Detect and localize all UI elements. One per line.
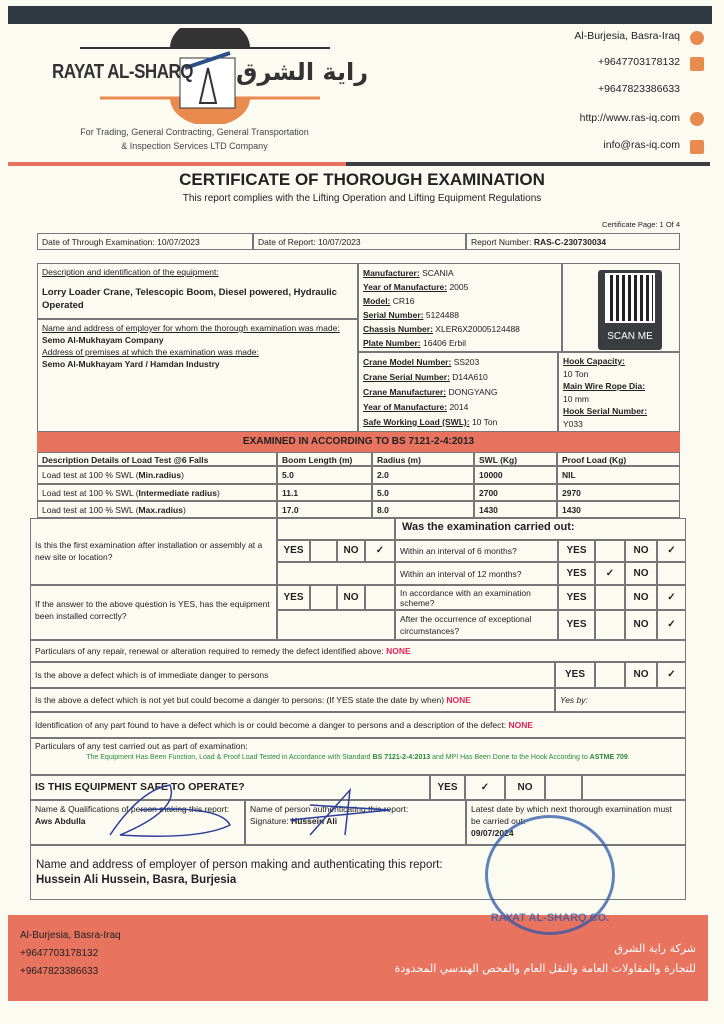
report-date: Date of Report: 10/07/2023 xyxy=(253,233,466,250)
exam-date: Date of Through Examination: 10/07/2023 xyxy=(37,233,253,250)
check-mark-icon: ✓ xyxy=(657,662,686,688)
check-mark-icon: ✓ xyxy=(595,562,625,585)
check-mark-icon: ✓ xyxy=(365,540,395,562)
yes-option: YES xyxy=(558,585,595,610)
no-option: NO xyxy=(625,585,657,610)
qr-code[interactable] xyxy=(598,270,662,350)
table-cell: 5.0 xyxy=(372,484,474,501)
test-particulars: Particulars of any test carried out as part of examination: The Equipment Has Been Function, Load & Proof Load Tested in Accordance with Standard BS 7121-2-4:2013 and MPI Has Been Done to the Hook According to ASTME 709. xyxy=(30,738,686,775)
no-option: NO xyxy=(625,540,657,562)
answer-box xyxy=(657,562,686,585)
carried-out-title: Was the examination carried out: xyxy=(395,518,686,540)
page-subtitle: This report complies with the Lifting Operation and Lifting Equipment Regulations xyxy=(182,193,542,204)
table-header-cell: Proof Load (Kg) xyxy=(557,452,680,466)
table-cell: NIL xyxy=(557,466,680,484)
contact-phone-2: +9647823386633 xyxy=(597,83,680,95)
question-installed-correctly: If the answer to the above question is YES, has the equipment been installed correctly? xyxy=(30,585,277,640)
table-header-cell: Description Details of Load Test @6 Falls xyxy=(37,452,277,466)
company-stamp: RAYAT AL-SHARQ CO. xyxy=(485,815,615,935)
tagline-line: For Trading, General Contracting, General Transportation xyxy=(80,127,309,137)
potential-danger: Is the above a defect which is not yet but could become a danger to persons: (If YES state the date by when) NONE xyxy=(30,688,555,712)
divider-dark xyxy=(346,162,710,166)
check-mark-icon: ✓ xyxy=(657,540,686,562)
crane-details: Crane Model Number: SS203 Crane Serial Number: D14A610 Crane Manufacturer: DONGYANG Year of Manufacture: 2014 Safe Working Load (SWL): 10 Ton xyxy=(358,352,558,432)
certificate-page: Certificate Page: 1 Of 4 xyxy=(602,220,680,229)
answer-box xyxy=(365,585,395,610)
table-header-cell: Radius (m) xyxy=(372,452,474,466)
table-cell: 10000 xyxy=(474,466,557,484)
no-option: NO xyxy=(505,775,545,800)
no-option: NO xyxy=(625,610,657,640)
table-cell: 5.0 xyxy=(277,466,372,484)
contact-website[interactable]: http://www.ras-iq.com xyxy=(579,112,680,124)
carried-scheme: In accordance with an examination scheme? xyxy=(395,585,558,610)
employer-details: Name and address of employer for whom the thorough examination was made: Semo Al-Mukhayam Company Address of premises at which the examination was made: Semo Al-Mukhayam Yard / Hamdan Industry xyxy=(37,319,358,432)
table-cell: 2970 xyxy=(557,484,680,501)
question-first-exam: Is this the first examination after installation or assembly at a new site or location? xyxy=(30,518,277,585)
no-option: NO xyxy=(337,585,365,610)
answer-box xyxy=(595,610,625,640)
equipment-description: Description and identification of the equipment: Lorry Loader Crane, Telescopic Boom, Diesel powered, Hydraulic Operated xyxy=(37,263,358,319)
footer-arabic: شركة راية الشرق للتجارة والمقاولات العامة والنقل العام والفحص الهندسي المحدودة xyxy=(394,942,696,975)
report-maker: Name & Qualifications of person making this report: Aws Abdulla xyxy=(30,800,245,845)
immediate-danger: Is the above a defect which is of immediate danger to persons xyxy=(30,662,555,688)
answer-box xyxy=(545,775,582,800)
logo-arabic: راية الشرق xyxy=(236,58,369,86)
table-row-description: Load test at 100 % SWL (Intermediate radius) xyxy=(37,484,277,501)
no-option: NO xyxy=(625,562,657,585)
answer-box xyxy=(595,662,625,688)
divider-orange xyxy=(8,162,346,166)
yes-option: YES xyxy=(558,540,595,562)
table-cell: 8.0 xyxy=(372,501,474,518)
phone-icon xyxy=(690,57,704,71)
contact-phone: +9647703178132 xyxy=(597,56,680,68)
globe-icon xyxy=(690,112,704,126)
footer xyxy=(8,915,708,1001)
blank-cell xyxy=(277,610,395,640)
report-authenticator: Name of person authenticating this report: Signature: Hussein Ali xyxy=(245,800,466,845)
contact-address: Al-Burjesia, Basra-Iraq xyxy=(574,30,680,42)
table-cell: 1430 xyxy=(557,501,680,518)
table-cell: 11.1 xyxy=(277,484,372,501)
no-option: NO xyxy=(625,662,657,688)
table-cell: 2700 xyxy=(474,484,557,501)
test-description: The Equipment Has Been Function, Load & Proof Load Tested in Accordance with Standard BS 7121-2-4:2013 and MPI Has Been Done to the Hook According to ASTME 709. xyxy=(86,754,630,761)
table-header-cell: SWL (Kg) xyxy=(474,452,557,466)
scan-me-label: SCAN ME xyxy=(607,331,653,342)
table-row-description: Load test at 100 % SWL (Min.radius) xyxy=(37,466,277,484)
safe-to-operate-label: IS THIS EQUIPMENT SAFE TO OPERATE? xyxy=(30,775,430,800)
carried-6-months: Within an interval of 6 months? xyxy=(395,540,558,562)
table-cell: 17.0 xyxy=(277,501,372,518)
company-tagline xyxy=(52,125,337,153)
mail-icon xyxy=(690,140,704,154)
answer-box xyxy=(310,540,337,562)
answer-box xyxy=(595,585,625,610)
defect-identification: Identification of any part found to have a defect which is or could become a danger to persons and a description of the defect: NONE xyxy=(30,712,686,738)
blank-cell xyxy=(277,518,395,540)
page-title: CERTIFICATE OF THOROUGH EXAMINATION xyxy=(179,170,545,189)
signature-image xyxy=(80,780,420,840)
standard-banner: EXAMINED IN ACCORDING TO BS 7121-2-4:2013 xyxy=(37,432,680,452)
check-mark-icon: ✓ xyxy=(657,585,686,610)
yes-option: YES xyxy=(277,540,310,562)
check-mark-icon: ✓ xyxy=(465,775,505,800)
no-option: NO xyxy=(337,540,365,562)
yes-option: YES xyxy=(558,610,595,640)
logo-english: RAYAT AL-SHARQ xyxy=(52,60,193,83)
footer-contact: Al-Burjesia, Basra-Iraq +9647703178132 +9647823386633 xyxy=(20,930,121,977)
yes-option: YES xyxy=(430,775,465,800)
yes-option: YES xyxy=(277,585,310,610)
tagline-line: & Inspection Services LTD Company xyxy=(121,141,268,151)
vehicle-details: Manufacturer: SCANIA Year of Manufacture: 2005 Model: CR16 Serial Number: 5124488 Chassis Number: XLER6X20005124488 Plate Number: 16406 Erbil xyxy=(358,263,562,352)
report-number: Report Number: RAS-C-230730034 xyxy=(466,233,680,250)
carried-12-months: Within an interval of 12 months? xyxy=(395,562,558,585)
employer-authenticating: Name and address of employer of person making and authenticating this report: Hussein Ali Hussein, Basra, Burjesia xyxy=(30,845,686,900)
qr-code-icon xyxy=(607,275,653,321)
answer-box xyxy=(310,585,337,610)
hook-details: Hook Capacity: 10 Ton Main Wire Rope Dia: 10 mm Hook Serial Number: Y033 xyxy=(558,352,680,432)
table-header-cell: Boom Length (m) xyxy=(277,452,372,466)
yes-option: YES xyxy=(558,562,595,585)
table-cell: 2.0 xyxy=(372,466,474,484)
contact-email[interactable]: info@ras-iq.com xyxy=(603,139,680,151)
carried-exceptional: After the occurrence of exceptional circumstances? xyxy=(395,610,558,640)
check-mark-icon: ✓ xyxy=(657,610,686,640)
answer-box xyxy=(595,540,625,562)
yes-option: YES xyxy=(555,662,595,688)
blank-cell xyxy=(277,562,395,585)
table-cell: 1430 xyxy=(474,501,557,518)
top-bar xyxy=(8,6,712,24)
yes-by: Yes by: xyxy=(555,688,686,712)
table-row-description: Load test at 100 % SWL (Max.radius) xyxy=(37,501,277,518)
next-exam-date: Latest date by which next thorough examination must be carried out: 09/07/2024 xyxy=(466,800,686,845)
repair-particulars: Particulars of any repair, renewal or alteration required to remedy the defect identified above: NONE xyxy=(30,640,686,662)
blank-cell xyxy=(582,775,686,800)
location-pin-icon xyxy=(690,31,704,45)
